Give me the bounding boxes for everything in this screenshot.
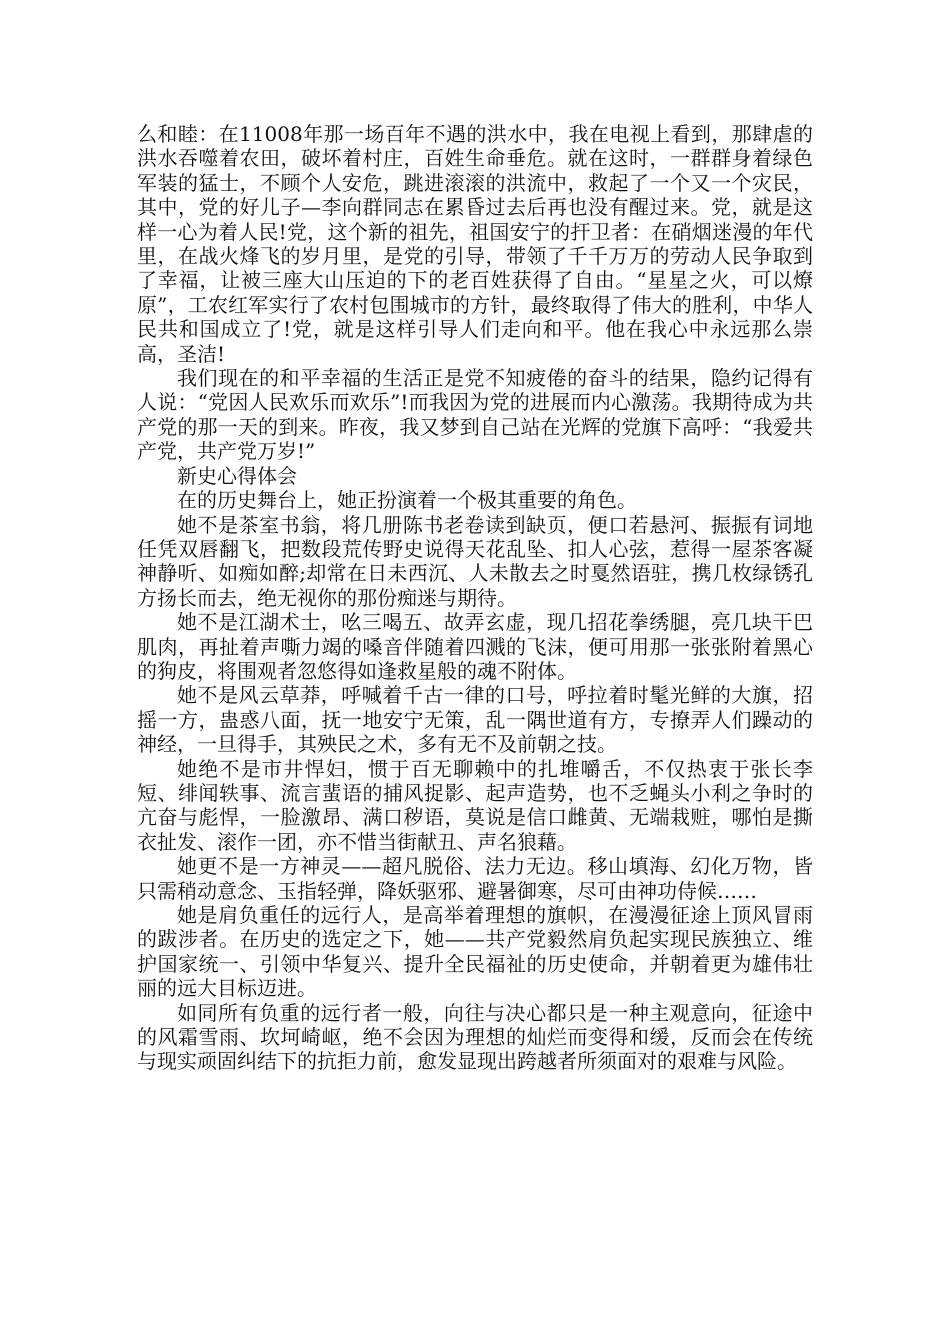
paragraph-10: 她是肩负重任的远行人，是高举着理想的旗帜，在漫漫征途上顶风冒雨的跋涉者。在历史的选定之下，她——共产党毅然肩负起实现民族独立、维护国家统一、引领中华复兴、提升全民福祉的历史使命，并朝着更为雄伟壮丽的远大目标迈进。	[137, 903, 813, 1001]
paragraph-2: 我们现在的和平幸福的生活正是党不知疲倦的奋斗的结果，隐约记得有人说：“党因人民欢乐而欢乐”!而我因为党的进展而内心激荡。我期待成为共产党的那一天的到来。昨夜，我又梦到自己站在光辉的党旗下高呼：“我爱共产党，共产党万岁!”	[137, 366, 813, 464]
paragraph-9: 她更不是一方神灵——超凡脱俗、法力无边。移山填海、幻化万物，皆只需稍动意念、玉指轻弹，降妖驱邪、避暑御寒，尽可由神功侍候……	[137, 854, 813, 903]
paragraph-7: 她不是风云草莽，呼喊着千古一律的口号，呼拉着时髦光鲜的大旗，招摇一方，蛊惑八面，抚一地安宁无策，乱一隅世道有方，专撩弄人们躁动的神经，一旦得手，其殃民之术，多有无不及前朝之技。	[137, 683, 813, 757]
section-heading: 新史心得体会	[177, 463, 297, 488]
paragraph-1: 么和睦：在11008年那一场百年不遇的洪水中，我在电视上看到，那肆虐的洪水吞噬着农田，破坏着村庄，百姓生命垂危。就在这时，一群群身着绿色军装的猛士，不顾个人安危，跳进滚滚的洪流中，救起了一个又一个灾民，其中，党的好儿子—李向群同志在累昏过去后再也没有醒过来。党，就是这样一心为着人民!党，这个新的祖先，祖国安宁的扞卫者：在硝烟迷漫的年代里，在战火烽飞的岁月里，是党的引导，带领了千千万万的劳动人民争取到了幸福，让被三座大山压迫的下的老百姓获得了自由。“星星之火，可以燎原”，工农红军实行了农村包围城市的方针，最终取得了伟大的胜利，中华人民共和国成立了!党，就是这样引导人们走向和平。他在我心中永远那么崇高，圣洁!	[137, 122, 813, 366]
paragraph-4: 在的历史舞台上，她正扮演着一个极其重要的角色。	[177, 488, 637, 513]
paragraph-8: 她绝不是市井悍妇，惯于百无聊赖中的扎堆嚼舌，不仅热衷于张长李短、绯闻轶事、流言蜚语的捕风捉影、起声造势，也不乏蝇头小利之争时的亢奋与彪悍，一脸激昂、满口秽语，莫说是信口雌黄、无端栽赃，哪怕是撕衣扯发、滚作一团，亦不惜当街献丑、声名狼藉。	[137, 756, 813, 854]
paragraph-6: 她不是江湖术士，吆三喝五、故弄玄虚，现几招花拳绣腿，亮几块干巴肌肉，再扯着声嘶力竭的嗓音伴随着四溅的飞沫，便可用那一张张附着黑心的狗皮，将围观者忽悠得如逢救星般的魂不附体。	[137, 610, 813, 683]
paragraph-11: 如同所有负重的远行者一般，向往与决心都只是一种主观意向，征途中的风霜雪雨、坎坷崎岖，绝不会因为理想的灿烂而变得和缓，反而会在传统与现实顽固纠结下的抗拒力前，愈发显现出跨越者所须面对的艰难与风险。	[137, 1000, 813, 1074]
paragraph-5: 她不是茶室书翁，将几册陈书老卷读到缺页，便口若悬河、振振有词地任凭双唇翻飞，把数段荒传野史说得天花乱坠、扣人心弦，惹得一屋茶客凝神静听、如痴如醉;却常在日未西沉、人未散去之时戛然语驻，携几枚绿锈孔方扬长而去，绝无视你的那份痴迷与期待。	[137, 512, 813, 610]
document-page	[137, 122, 813, 1074]
